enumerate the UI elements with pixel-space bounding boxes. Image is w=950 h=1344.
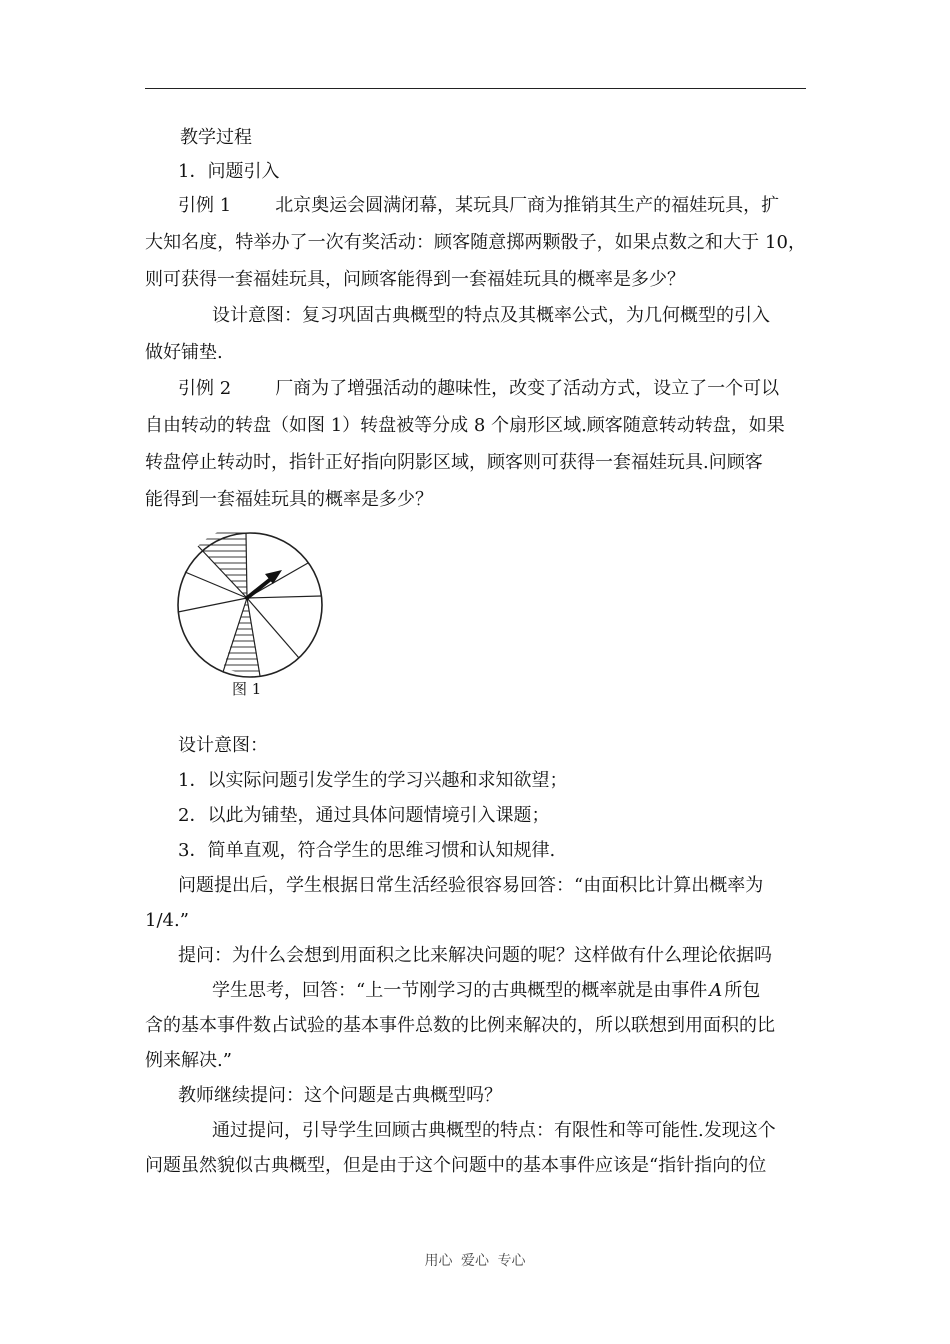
question-line: 提问：为什么会想到用面积之比来解决问题的呢？这样做有什么理论依据吗 (178, 945, 772, 966)
page-footer: 用心 爱心 专心 (424, 1253, 526, 1269)
example1-line1 (178, 189, 806, 223)
think-text-b: 所包 (724, 980, 761, 1001)
intent2-title: 设计意图： (178, 735, 268, 756)
intent2-item-3: 3．简单直观，符合学生的思维习惯和认知规律. (178, 840, 556, 861)
event-variable: A (709, 980, 723, 1001)
example2-line4: 能得到一套福娃玩具的概率是多少？ (145, 489, 433, 510)
intent1-line1: 设计意图：复习巩固古典概型的特点及其概率公式，为几何概型的引入 (212, 305, 770, 326)
intent2-item-2: 2．以此为铺垫，通过具体问题情境引入课题； (178, 805, 550, 826)
shaded-sector-lower (223, 598, 260, 673)
example2-line1 (178, 372, 806, 406)
teacher-question: 教师继续提问：这个问题是古典概型吗？ (178, 1085, 502, 1106)
example1-label: 引例 1 (178, 195, 232, 216)
answer-line1: 问题提出后，学生根据日常生活经验很容易回答：“由面积比计算出概率为 (178, 875, 764, 896)
example1-line3: 则可获得一套福娃玩具，问顾客能得到一套福娃玩具的概率是多少？ (145, 269, 685, 290)
guide-line2: 问题虽然貌似古典概型，但是由于这个问题中的基本事件应该是“指针指向的位 (145, 1155, 767, 1176)
example1-line2: 大知名度，特举办了一次有奖活动：顾客随意掷两颗骰子，如果点数之和大于 10， (145, 232, 806, 253)
example2-line3: 转盘停止转动时，指针正好指向阴影区域，顾客则可获得一套福娃玩具.问顾客 (145, 452, 763, 473)
example2-text1: 厂商为了增强活动的趣味性，改变了活动方式，设立了一个可以 (275, 378, 780, 399)
intent1-line2: 做好铺垫. (145, 342, 223, 363)
spinner-wheel-figure (175, 530, 325, 680)
pointer-arrow-icon (247, 570, 282, 598)
think-line1 (212, 974, 806, 1008)
think-text-a: 学生思考，回答：“上一节刚学习的古典概型的概率就是由事件 (212, 980, 708, 1001)
example2-label: 引例 2 (178, 378, 232, 399)
example2-line2: 自由转动的转盘（如图 1）转盘被等分成 8 个扇形区域.顾客随意转动转盘，如果 (145, 415, 785, 436)
guide-line1: 通过提问，引导学生回顾古典概型的特点：有限性和等可能性.发现这个 (212, 1120, 776, 1141)
header-rule (145, 88, 806, 89)
think-line3: 例来解决.” (145, 1050, 232, 1071)
answer-line2: 1/4.” (145, 910, 189, 931)
example1-text1: 北京奥运会圆满闭幕，某玩具厂商为推销其生产的福娃玩具，扩 (275, 195, 780, 216)
section-title: 教学过程 (180, 127, 252, 148)
intent2-item-1: 1．以实际问题引发学生的学习兴趣和求知欲望； (178, 770, 568, 791)
think-line2: 含的基本事件数占试验的基本事件总数的比例来解决的，所以联想到用面积的比 (145, 1015, 775, 1036)
section-subtitle: 1．问题引入 (178, 161, 280, 182)
figure-caption: 图 1 (232, 680, 262, 698)
